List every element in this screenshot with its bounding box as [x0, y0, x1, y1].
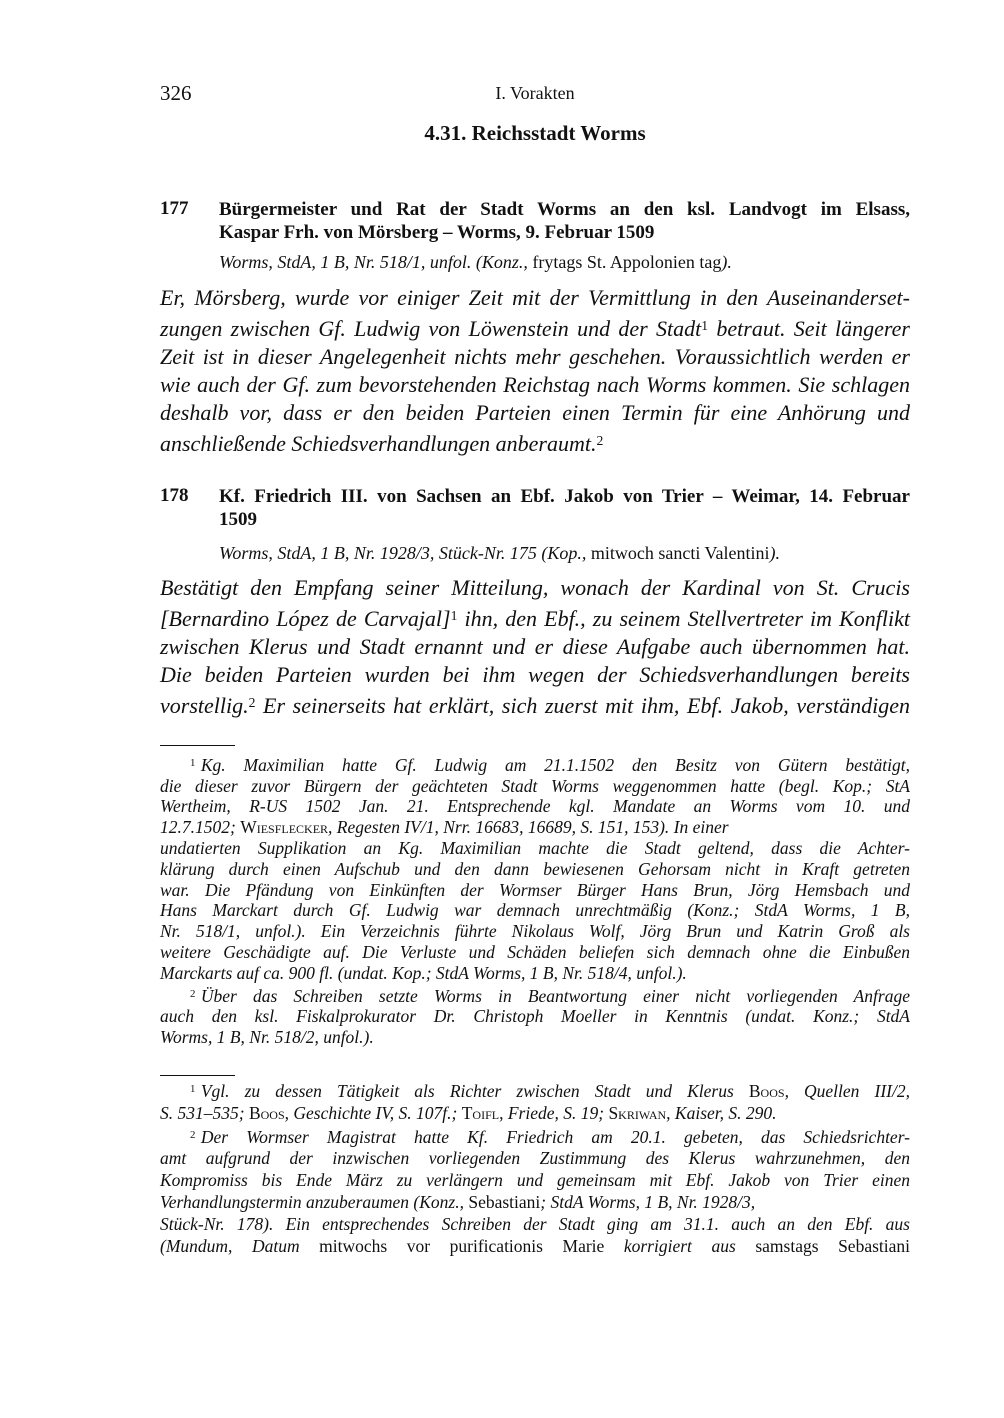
text-segment: , Regesten IV/1, Nrr. 16683, 16689, S. 151, 153). In einer	[328, 817, 729, 838]
text-segment: Er, Mörsberg, wurde vor einiger Zeit mit der Vermittlung in den Auseinanderset-	[160, 285, 910, 310]
text-segment: samstags Sebastiani	[755, 1236, 910, 1257]
text-line	[160, 921, 910, 942]
text-line	[160, 399, 910, 427]
text-segment: war. Die Pfändung von Einkünften der Wormser Bürger Hans Brun, Jörg Hemsbach und	[160, 879, 910, 900]
text-line	[160, 343, 910, 371]
running-head: I. Vorakten	[495, 83, 575, 103]
text-segment: ; StdA Worms, 1 B, Nr. 1928/3,	[540, 1192, 756, 1213]
footnote-number: 1	[190, 757, 201, 769]
text-line	[160, 900, 910, 921]
text-segment: Bestätigt den Empfang seiner Mitteilung, wonach der Kardinal von St. Crucis	[160, 575, 910, 600]
section-title: 4.31. Reichsstadt Worms	[424, 121, 646, 145]
text-segment: (Mundum, Datum	[160, 1236, 320, 1257]
text-segment: zungen zwischen Gf. Ludwig von Löwenstein und der Stadt	[160, 316, 702, 342]
text-line	[160, 1148, 910, 1170]
text-segment: Worms, StdA, 1 B, Nr. 1928/3, Stück-Nr. 175 (Kop.,	[219, 543, 591, 563]
text-line	[160, 859, 910, 880]
text-segment: , Geschichte IV, S. 107f.;	[284, 1102, 462, 1123]
text-segment: Worms, StdA, 1 B, Nr. 518/1, unfol. (Konz.,	[219, 252, 533, 272]
text-segment: Stück-Nr. 178). Ein entsprechendes Schreiben der Stadt ging am 31.1. auch an den Ebf. aus	[160, 1214, 910, 1235]
text-line	[160, 312, 910, 343]
text-line	[160, 633, 910, 661]
text-line	[160, 963, 910, 984]
text-segment: mitwoch sancti Valentini	[590, 543, 770, 563]
text-line	[160, 1192, 910, 1214]
entry-title-line: Bürgermeister und Rat der Stadt Worms an den ksl. Landvogt im Elsass,	[219, 199, 910, 220]
entry-source	[219, 541, 910, 565]
footnote-number: 2	[190, 987, 201, 1000]
text-segment: Er seinerseits hat erklärt, sich zuerst mit ihm, Ebf. Jakob, verständigen	[255, 693, 910, 719]
text-segment: vorstellig.	[160, 693, 249, 719]
text-segment: Über das Schreiben setzte Worms in Beantwortung einer nicht vorliegenden Anfrage	[200, 985, 910, 1006]
entry-title	[219, 485, 910, 531]
text-line	[160, 574, 910, 602]
text-segment: Wertheim, R-US 1502 Jan. 21. Entsprechende kgl. Mandate an Worms vom 10. und	[160, 796, 910, 817]
text-line	[160, 661, 910, 689]
text-segment: ihn, den Ebf., zu seinem Stellvertreter im Konflikt	[457, 606, 910, 632]
text-line	[160, 1125, 910, 1149]
text-line	[160, 753, 910, 776]
text-segment: 12.7.1502;	[160, 817, 241, 838]
text-line	[160, 817, 910, 838]
text-segment: Worms, 1 B, Nr. 518/2, unfol.).	[160, 1027, 374, 1048]
text-segment: Der Wormser Magistrat hatte Kf. Friedrich am 20.1. gebeten, das Schiedsrichter-	[200, 1126, 910, 1147]
text-line	[160, 1170, 910, 1192]
text-segment: klärung durch einen Aufschub und den dann bewiesenen Gehorsam nicht in Kraft getreten	[160, 858, 910, 879]
text-line	[160, 602, 910, 633]
entry-title-line: Kaspar Frh. von Mörsberg – Worms, 9. Februar 1509	[219, 222, 655, 243]
entry-regest	[160, 284, 910, 458]
text-line	[160, 689, 910, 720]
text-segment: [Bernardino López de Carvajal]	[160, 606, 451, 632]
text-segment: Hans Marckart durch Gf. Ludwig war demnach unrechtmäßig (Konz.; StdA Worms, 1 B,	[160, 900, 910, 921]
entry-title	[219, 198, 910, 244]
text-line	[160, 1006, 910, 1027]
text-line	[160, 776, 910, 797]
text-line	[160, 284, 910, 312]
text-segment: ).	[769, 543, 780, 563]
footnote-rule	[160, 1075, 235, 1076]
footnotes-entry-177	[160, 753, 910, 1048]
text-segment: S. 531–535;	[160, 1102, 249, 1123]
footnote-reference[interactable]: 1	[701, 318, 709, 333]
text-line	[160, 1027, 910, 1048]
text-segment: weitere Geschädigte auf. Die Verluste und Schäden beliefen sich demnach ohne die Einbußen	[160, 942, 910, 963]
text-line	[160, 880, 910, 901]
footnote-number: 1	[190, 1083, 201, 1095]
entry-number: 177	[160, 198, 189, 219]
text-segment: ).	[721, 252, 732, 272]
text-segment: auch den ksl. Fiskalprokurator Dr. Christoph Moeller in Kenntnis (undat. Konz.; StdA	[160, 1006, 910, 1027]
author-name: Boos	[248, 1102, 285, 1123]
text-segment: Verhandlungstermin anzuberaumen (Konz.,	[160, 1192, 469, 1213]
footnote-number: 2	[190, 1128, 201, 1141]
text-segment: , Kaiser, S. 290.	[666, 1102, 777, 1123]
text-segment: korrigiert aus	[623, 1236, 756, 1257]
text-segment: frytags St. Appolonien tag	[532, 252, 722, 272]
text-segment: Zeit ist in dieser Angelegenheit nichts mehr geschehen. Voraussichtlich werden er	[160, 344, 910, 370]
text-segment: Kg. Maximilian hatte Gf. Ludwig am 21.1.1502 den Besitz von Gütern bestätigt,	[200, 754, 910, 775]
text-segment: Vgl. zu dessen Tätigkeit als Richter zwischen Stadt und Klerus	[200, 1080, 749, 1101]
author-name: Wiesflecker	[240, 817, 329, 838]
author-name: Skriwan	[608, 1102, 667, 1123]
text-segment: deshalb vor, dass er den beiden Parteien einen Termin für eine Anhörung und	[160, 400, 910, 426]
entry-title-line: Kf. Friedrich III. von Sachsen an Ebf. Jakob von Trier – Weimar, 14. Februar	[219, 486, 910, 507]
text-segment: Nr. 518/1, unfol.). Ein Verzeichnis führte Nikolaus Wolf, Jörg Brun und Katrin Groß als	[160, 921, 910, 942]
text-segment: zwischen Klerus und Stadt ernannt und er diese Aufgabe auch übernommen hat.	[160, 634, 910, 660]
entry-source	[219, 250, 910, 274]
text-line	[160, 838, 910, 859]
text-segment: undatierten Supplikation an Kg. Maximilian machte die Stadt geltend, dass die Achter-	[160, 838, 910, 859]
text-line	[160, 1103, 910, 1125]
footnote-reference[interactable]: 1	[450, 608, 458, 623]
page-number: 326	[160, 81, 192, 105]
text-segment: Die beiden Parteien wurden bei ihm wegen der Schiedsverhandlungen bereits	[160, 662, 910, 688]
entry-number: 178	[160, 485, 189, 506]
text-segment: Sebastiani	[468, 1192, 541, 1213]
text-segment: wie auch der Gf. zum bevorstehenden Reichstag nach Worms kommen. Sie schlagen	[160, 372, 910, 398]
text-line	[160, 1214, 910, 1236]
author-name: Toifl	[461, 1102, 500, 1123]
footnote-reference[interactable]: 2	[596, 433, 604, 449]
text-line	[160, 427, 910, 458]
author-name: Boos	[748, 1080, 785, 1101]
text-segment: , Friede, S. 19;	[499, 1102, 609, 1123]
footnotes-entry-178	[160, 1079, 910, 1258]
text-line	[160, 1236, 910, 1258]
text-segment: die dieser zuvor Bürgern der geächteten Stadt Worms weggenommen hatte (begl. Kop.; StA	[160, 775, 910, 796]
text-line	[160, 942, 910, 963]
text-line	[160, 796, 910, 817]
text-segment: mitwochs vor purificationis Marie	[319, 1236, 624, 1257]
text-segment: Marckarts auf ca. 900 fl. (undat. Kop.; StdA Worms, 1 B, Nr. 518/4, unfol.).	[160, 962, 687, 983]
entry-title-line: 1509	[219, 509, 257, 530]
text-segment: , Quellen III/2,	[784, 1080, 910, 1101]
footnote-reference[interactable]: 2	[248, 695, 256, 711]
text-segment: Kompromiss bis Ende März zu verlängern und gemeinsam mit Ebf. Jakob von Trier einen	[160, 1170, 910, 1191]
footnote-rule	[160, 745, 235, 746]
text-line	[160, 1079, 910, 1103]
text-line	[160, 984, 910, 1007]
entry-regest	[160, 574, 910, 720]
text-line	[160, 371, 910, 399]
text-segment: betraut. Seit längerer	[708, 316, 910, 342]
text-segment: anschließende Schiedsverhandlungen anberaumt.	[160, 431, 597, 457]
text-segment: amt aufgrund der inzwischen vorliegenden Zustimmung des Klerus wahrzunehmen, den	[160, 1148, 910, 1169]
